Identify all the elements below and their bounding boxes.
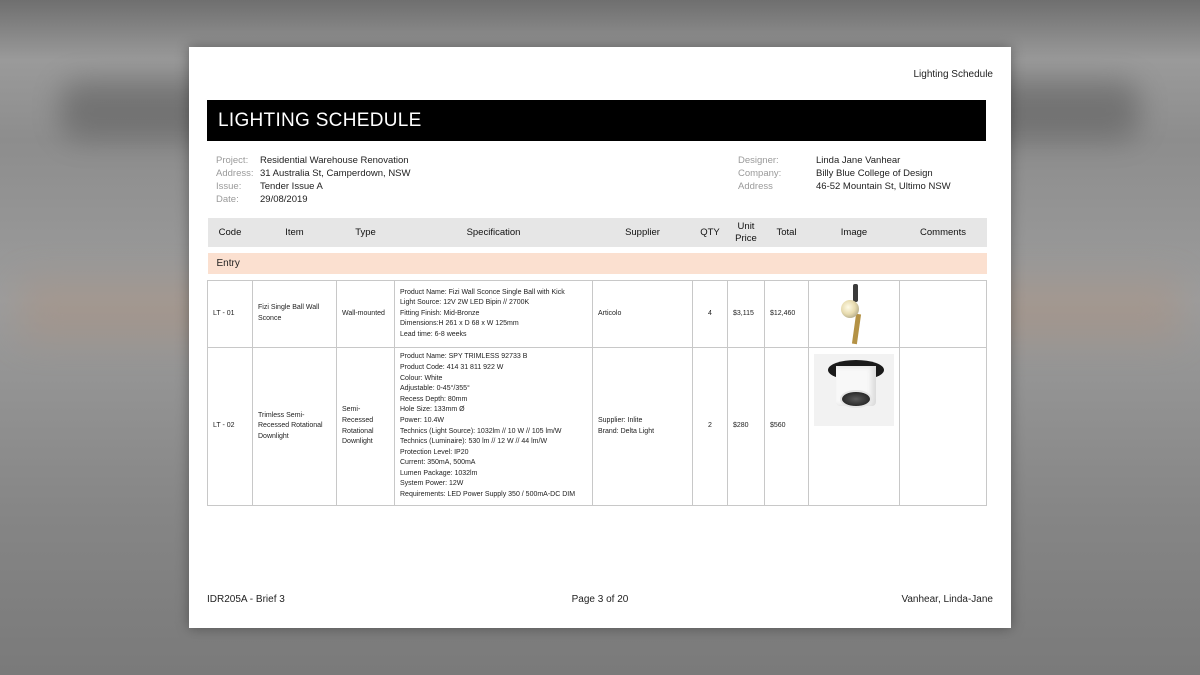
header-supplier: Supplier	[593, 218, 693, 247]
cell-image	[809, 281, 900, 348]
spec-line: Recess Depth: 80mm	[400, 395, 468, 403]
cell-specification	[395, 348, 593, 506]
supplier-line: Supplier: Inlite	[598, 416, 643, 424]
meta-label: Address	[738, 181, 773, 192]
designer-info	[738, 154, 951, 193]
downlight-image	[814, 354, 894, 426]
footer-course: IDR205A - Brief 3	[207, 594, 285, 605]
meta-label: Project:	[216, 155, 249, 166]
header-item: Item	[253, 218, 337, 247]
cell-type: Wall-mounted	[337, 281, 395, 348]
header-code: Code	[208, 218, 253, 247]
lighting-schedule-table	[207, 218, 987, 506]
cell-item: Fizi Single Ball Wall Sconce	[253, 281, 337, 348]
footer-page-number: Page 3 of 20	[571, 594, 629, 605]
address-row	[216, 167, 410, 180]
designer-address-row	[738, 180, 951, 193]
cell-qty: 4	[693, 281, 728, 348]
footer-author: Vanhear, Linda-Jane	[901, 594, 993, 605]
document-page	[189, 47, 1011, 628]
meta-label: Designer:	[738, 155, 779, 166]
spec-line: Lead time: 6-8 weeks	[400, 330, 467, 338]
date-row	[216, 193, 410, 206]
meta-value: Billy Blue College of Design	[816, 168, 933, 179]
header-unit-price: Unit Price	[728, 218, 765, 247]
header-comments: Comments	[900, 218, 987, 247]
meta-value: 46-52 Mountain St, Ultimo NSW	[816, 181, 951, 192]
table-header-row	[208, 218, 987, 247]
meta-value: 31 Australia St, Camperdown, NSW	[260, 168, 411, 179]
spec-line: Technics (Light Source): 1032lm // 10 W // 105 lm/W	[400, 427, 562, 435]
spec-line: Power: 10.4W	[400, 416, 444, 424]
cell-supplier	[593, 348, 693, 506]
spec-line: Colour: White	[400, 374, 443, 382]
header-specification: Specification	[395, 218, 593, 247]
spec-line: Hole Size: 133mm Ø	[400, 406, 465, 414]
spec-line: Adjustable: 0-45°/355°	[400, 385, 470, 393]
cell-unit-price: $280	[728, 348, 765, 506]
cell-code: LT - 01	[208, 281, 253, 348]
meta-value: Residential Warehouse Renovation	[260, 155, 409, 166]
section-label: Entry	[208, 253, 987, 274]
spec-line: Product Name: Fizi Wall Sconce Single Ball with Kick	[400, 288, 565, 296]
spec-line: Dimensions:H 261 x D 68 x W 125mm	[400, 320, 519, 328]
cell-item: Trimless Semi-Recessed Rotational Downlight	[253, 348, 337, 506]
page-title: LIGHTING SCHEDULE	[207, 100, 986, 141]
project-row	[216, 154, 410, 167]
spec-line: System Power: 12W	[400, 480, 464, 488]
designer-row	[738, 154, 951, 167]
brand-line: Brand: Delta Light	[598, 427, 655, 435]
cell-comments	[900, 281, 987, 348]
wall-sconce-image	[839, 284, 869, 344]
cell-supplier: Articolo	[593, 281, 693, 348]
meta-value: Tender Issue A	[260, 181, 323, 192]
cell-code: LT - 02	[208, 348, 253, 506]
meta-value: Linda Jane Vanhear	[816, 155, 901, 166]
spec-line: Product Code: 414 31 811 922 W	[400, 363, 504, 371]
spec-line: Current: 350mA, 500mA	[400, 459, 476, 467]
meta-label: Company:	[738, 168, 782, 179]
meta-label: Issue:	[216, 181, 242, 192]
spec-line: Protection Level: IP20	[400, 448, 469, 456]
meta-label: Address:	[216, 168, 254, 179]
cell-specification	[395, 281, 593, 348]
issue-row	[216, 180, 410, 193]
cell-total: $560	[765, 348, 809, 506]
spec-line: Requirements: LED Power Supply 350 / 500mA-DC DIM	[400, 491, 576, 499]
project-info	[216, 154, 410, 206]
cell-total: $12,460	[765, 281, 809, 348]
company-row	[738, 167, 951, 180]
meta-label: Date:	[216, 194, 239, 205]
meta-value: 29/08/2019	[260, 194, 308, 205]
spec-line: Light Source: 12V 2W LED Bipin // 2700K	[400, 299, 530, 307]
header-type: Type	[337, 218, 395, 247]
spec-line: Fitting Finish: Mid-Bronze	[400, 309, 480, 317]
cell-comments	[900, 348, 987, 506]
cell-type: Semi-Recessed Rotational Downlight	[337, 348, 395, 506]
section-row-entry	[208, 253, 987, 274]
header-total: Total	[765, 218, 809, 247]
spec-line: Lumen Package: 1032lm	[400, 469, 478, 477]
spec-line: Product Name: SPY TRIMLESS 92733 B	[400, 353, 528, 361]
table-row	[208, 281, 987, 348]
spec-line: Technics (Luminaire): 530 lm // 12 W // 44 lm/W	[400, 438, 548, 446]
cell-unit-price: $3,115	[728, 281, 765, 348]
cell-image	[809, 348, 900, 506]
cell-qty: 2	[693, 348, 728, 506]
header-image: Image	[809, 218, 900, 247]
header-qty: QTY	[693, 218, 728, 247]
running-header: Lighting Schedule	[913, 69, 993, 80]
table-row	[208, 348, 987, 506]
